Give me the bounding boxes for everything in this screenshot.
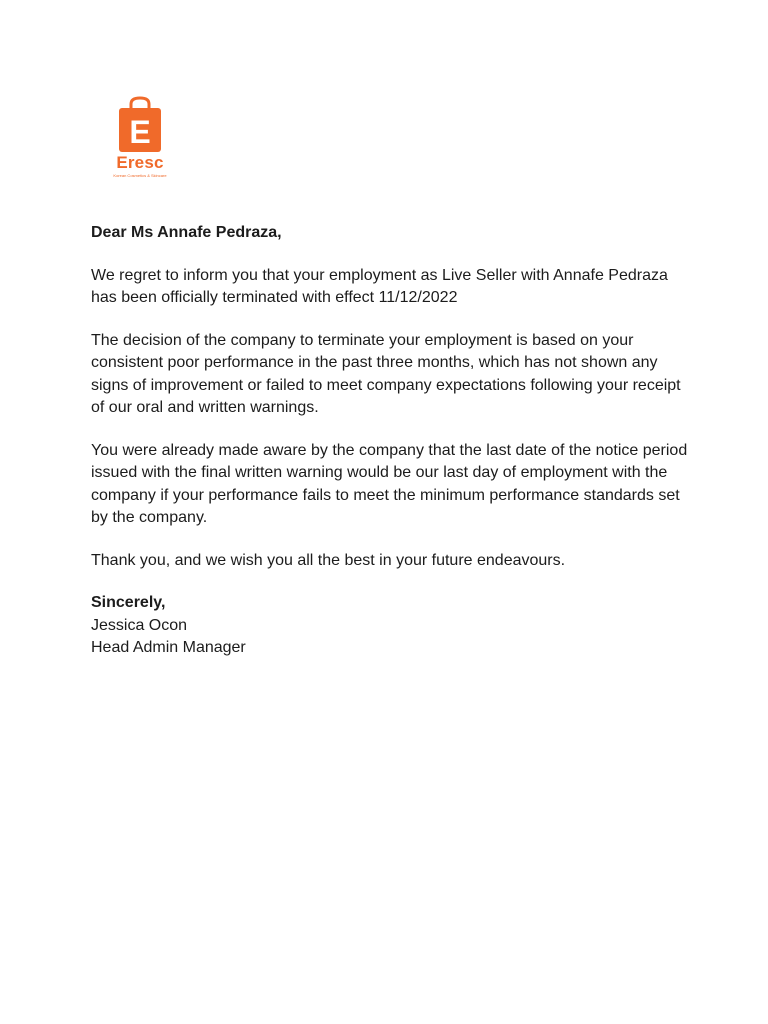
logo-tagline: Korean Cosmetics & Skincare	[113, 173, 167, 178]
paragraph-termination-notice: We regret to inform you that your employment as Live Seller with Annafe Pedraza has been officially terminated with effect 11/12/2022	[91, 266, 668, 306]
paragraph-prior-notice: You were already made aware by the company that the last date of the notice period issued with the final written warning would be our last day of employment with the company if your performance fails to meet the minimum performance standards set by the company.	[91, 441, 688, 526]
signature-block	[91, 592, 691, 660]
paragraph-decision-reason: The decision of the company to terminate your employment is based on your consistent poor performance in the past three months, which has not shown any signs of improvement or failed to meet company expectations following your receipt of our oral and written warnings.	[91, 331, 681, 416]
signer-name: Jessica Ocon	[91, 616, 188, 634]
logo-brand-name: Eresc	[116, 153, 164, 172]
letter-body	[91, 222, 691, 660]
signer-title: Head Admin Manager	[91, 639, 246, 656]
closing: Sincerely,	[91, 594, 166, 611]
shopping-bag-icon	[104, 96, 176, 154]
logo-bag-letter: E	[129, 114, 151, 150]
paragraph-thanks: Thank you, and we wish you all the best in your future endeavours.	[91, 551, 566, 569]
salutation: Dear Ms Annafe Pedraza,	[91, 224, 282, 241]
company-logo	[104, 96, 176, 182]
